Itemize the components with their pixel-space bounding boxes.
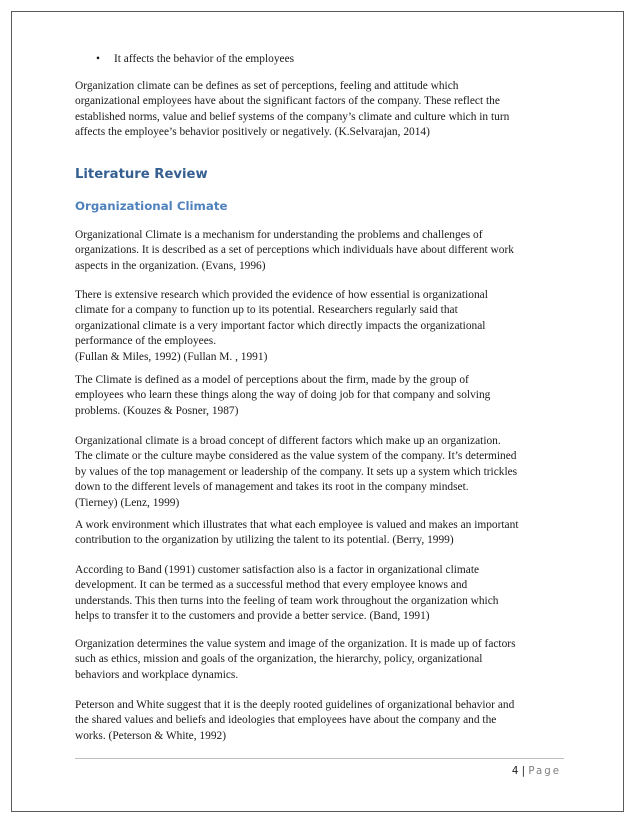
intro-section — [75, 52, 570, 141]
paragraph-3: The Climate is defined as a model of perceptions about the firm, made by the group of employees who learn these things along the way of doing job for that company and solving problems. (Kouzes & Posner, 1987) — [75, 374, 491, 417]
paragraph-2: There is extensive research which provided the evidence of how essential is organizational climate for a company to function up to its potential. Researchers regularly said that organizational climate is a very important factor which directly impacts the organizational performance of the employees. (Fullan & Miles, 1992) (Fullan M. , 1991) — [75, 289, 488, 363]
intro-paragraph: Organization climate can be defines as set of perceptions, feeling and attitude which organizational employees have about the significant factors of the company. These reflect the established norms, value and belief systems of the company’s climate and culture which in turn affects the employee’s behavior positively or negatively. (K.Selvarajan, 2014) — [75, 80, 510, 139]
paragraph-4: Organizational climate is a broad concept of different factors which make up an organization. The climate or the culture maybe considered as the value system of the company. It’s determined by values of the top management or leadership of the company. It sets up a system which trickles down to the different levels of management and takes its root in the company mindset. (Tierney) (Lenz, 1999) — [75, 435, 518, 509]
footer-divider — [75, 758, 564, 759]
footer-separator: | — [521, 766, 526, 777]
paragraph-5: A work environment which illustrates that what each employee is valued and makes an important contribution to the organization by utilizing the talent to its potential. (Berry, 1999) — [75, 519, 519, 547]
paragraph-1: Organizational Climate is a mechanism for understanding the problems and challenges of organizations. It is described as a set of perceptions which individuals have about different work aspects in the organization. (Evans, 1996) — [75, 229, 514, 272]
paragraph-8: Peterson and White suggest that it is the deeply rooted guidelines of organizational behavior and the shared values and beliefs and ideologies that employees have about the company and the works. (Peterson & White, 1992) — [75, 699, 515, 742]
bullet-icon: • — [96, 53, 100, 65]
heading-organizational-climate: Organizational Climate — [75, 199, 228, 213]
paragraph-6: According to Band (1991) customer satisfaction also is a factor in organizational climate development. It can be termed as a successful method that every employee knows and understands. This then turns into the feeling of team work throughout the organization which helps to transfer it to the customers and provide a better service. (Band, 1991) — [75, 564, 499, 623]
heading-literature-review: Literature Review — [75, 167, 208, 182]
page-number: 4 — [511, 766, 519, 777]
page-label: Page — [528, 766, 561, 777]
list-item — [75, 52, 570, 67]
page-footer — [512, 766, 561, 777]
bullet-text: It affects the behavior of the employees — [114, 53, 295, 65]
paragraph-7: Organization determines the value system and image of the organization. It is made up of factors such as ethics, mission and goals of the organization, the hierarchy, policy, organizational behaviors and workplace dynamics. — [75, 638, 516, 681]
